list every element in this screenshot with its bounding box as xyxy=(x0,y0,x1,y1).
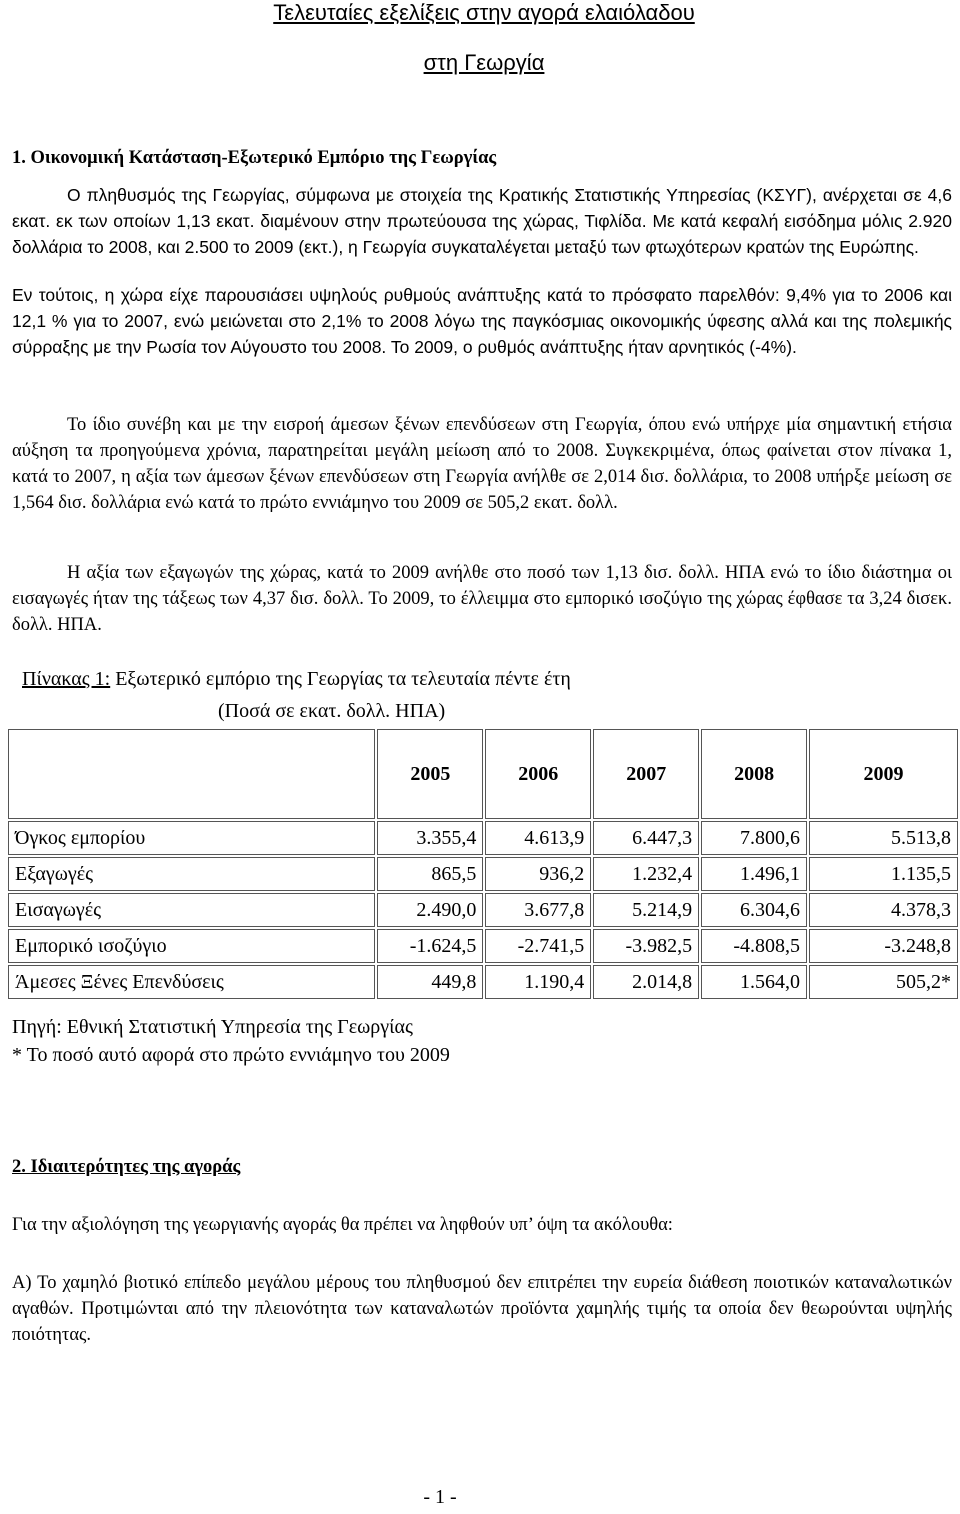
table-header-cell: 2009 xyxy=(809,729,958,819)
source-note: Πηγή: Εθνική Στατιστική Υπηρεσία της Γεωργίας xyxy=(12,1016,413,1038)
table-cell: 865,5 xyxy=(377,857,483,891)
table-row xyxy=(8,929,958,963)
section1-heading: 1. Οικονομική Κατάσταση-Εξωτερικό Εμπόριο της Γεωργίας xyxy=(12,148,497,168)
table-cell: 6.304,6 xyxy=(701,893,807,927)
table-row-label: Εμπορικό ισοζύγιο xyxy=(8,929,375,963)
table-cell: 6.447,3 xyxy=(593,821,699,855)
table-cell: -3.248,8 xyxy=(809,929,958,963)
table-cell: 2.490,0 xyxy=(377,893,483,927)
document-title-line2: στη Γεωργία xyxy=(423,50,545,75)
table-cell: 7.800,6 xyxy=(701,821,807,855)
table-row-label: Όγκος εμπορίου xyxy=(8,821,375,855)
table-cell: 936,2 xyxy=(485,857,591,891)
table-row-label: Εξαγωγές xyxy=(8,857,375,891)
table-cell: 4.613,9 xyxy=(485,821,591,855)
table-cell: 1.190,4 xyxy=(485,965,591,999)
table-header-cell xyxy=(8,729,375,819)
table-cell: 505,2* xyxy=(809,965,958,999)
table-header-cell: 2008 xyxy=(701,729,807,819)
document-title-line1: Τελευταίες εξελίξεις στην αγορά ελαιόλαδου xyxy=(273,0,695,25)
table-caption-label: Πίνακας 1: xyxy=(22,668,111,690)
table-header-cell: 2007 xyxy=(593,729,699,819)
page-number: - 1 - xyxy=(423,1486,457,1508)
table-row xyxy=(8,857,958,891)
table-caption-units: (Ποσά σε εκατ. δολλ. ΗΠΑ) xyxy=(218,700,446,722)
table-cell: 1.135,5 xyxy=(809,857,958,891)
table-row-label: Άμεσες Ξένες Επενδύσεις xyxy=(8,965,375,999)
table-cell: 3.677,8 xyxy=(485,893,591,927)
section2-heading: 2. Ιδιαιτερότητες της αγοράς xyxy=(12,1157,241,1177)
table-caption-text: Εξωτερικό εμπόριο της Γεωργίας τα τελευταία πέντε έτη xyxy=(110,668,571,690)
table-header-cell: 2006 xyxy=(485,729,591,819)
section2-item-a: Α) Το χαμηλό βιοτικό επίπεδο μεγάλου μέρους του πληθυσμού δεν επιτρέπει την ευρεία διάθεση ποιοτικών καταναλωτικών αγαθών. Προτιμώνται από την πλειονότητα των καταναλωτών προϊόντα χαμηλής τιμής τα οποία δεν θεωρούνται υψηλής ποιότητας. xyxy=(12,1273,952,1345)
table-cell: 1.496,1 xyxy=(701,857,807,891)
paragraph-4: Η αξία των εξαγωγών της χώρας, κατά το 2009 ανήλθε στο ποσό των 1,13 δισ. δολλ. ΗΠΑ ενώ το ίδιο διάστημα οι εισαγωγές ήταν της τάξεως των 4,37 δισ. δολλ. Το 2009, το έλλειμμα στο εμπορικό ισοζύγιο της χώρας έφθασε τα 3,24 δισεκ. δολλ. ΗΠΑ. xyxy=(12,563,952,635)
table-cell: -2.741,5 xyxy=(485,929,591,963)
paragraph-3: Το ίδιο συνέβη και με την εισροή άμεσων ξένων επενδύσεων στη Γεωργία, όπου ενώ υπήρχε μία σημαντική ετήσια αύξηση τα προηγούμενα χρόνια, παρατηρείται μεγάλη μείωση από το 2008. Συγκεκριμένα, όπως φαίνεται στον πίνακα 1, κατά το 2007, η αξία των άμεσων ξένων επενδύσεων στη Γεωργία ανήλθε σε 2,014 δισ. δολλάρια, το 2008 υπήρξε μείωση σε 1,564 δισ. δολλάρια ενώ κατά το πρώτο εννιάμηνο του 2009 σε 505,2 εκατ. δολλ. xyxy=(12,415,952,513)
paragraph-1: Ο πληθυσμός της Γεωργίας, σύμφωνα με στοιχεία της Κρατικής Στατιστικής Υπηρεσίας (ΚΣΥΓ), ανέρχεται σε 4,6 εκατ. εκ των οποίων 1,13 εκατ. διαμένουν στην πρωτεύουσα της χώρας, Τιφλίδα. Με κατά κεφαλή εισόδημα μόλις 2.920 δολλάρια το 2008, και 2.500 το 2009 (εκτ.), η Γεωργία συγκαταλέγεται μεταξύ των φτωχότερων κρατών της Ευρώπης. xyxy=(12,185,952,257)
table-cell: 3.355,4 xyxy=(377,821,483,855)
paragraph-2: Εν τούτοις, η χώρα είχε παρουσιάσει υψηλούς ρυθμούς ανάπτυξης κατά το πρόσφατο παρελθόν: 9,4% για το 2006 και 12,1 % για το 2007, ενώ μειώνεται στο 2,1% το 2008 λόγω της παγκόσμιας οικονομικής ύφεσης αλλά και της πολεμικής σύρραξης με την Ρωσία τον Αύγουστο του 2008. Το 2009, ο ρυθμός ανάπτυξης ήταν αρνητικός (-4%). xyxy=(12,285,952,357)
table-row xyxy=(8,965,958,999)
table-row xyxy=(8,893,958,927)
table-cell: 449,8 xyxy=(377,965,483,999)
table-cell: 4.378,3 xyxy=(809,893,958,927)
footnote: * Το ποσό αυτό αφορά στο πρώτο εννιάμηνο του 2009 xyxy=(12,1044,450,1066)
table-cell: 2.014,8 xyxy=(593,965,699,999)
table-cell: 5.513,8 xyxy=(809,821,958,855)
table-header-row xyxy=(8,729,958,819)
table-header-cell: 2005 xyxy=(377,729,483,819)
table-cell: -3.982,5 xyxy=(593,929,699,963)
table-row xyxy=(8,821,958,855)
table-caption xyxy=(22,668,571,691)
table-cell: -4.808,5 xyxy=(701,929,807,963)
section2-intro: Για την αξιολόγηση της γεωργιανής αγοράς θα πρέπει να ληφθούν υπ’ όψη τα ακόλουθα: xyxy=(12,1215,673,1235)
trade-table xyxy=(6,727,960,1001)
table-cell: 1.564,0 xyxy=(701,965,807,999)
table-cell: 5.214,9 xyxy=(593,893,699,927)
table-row-label: Εισαγωγές xyxy=(8,893,375,927)
table-cell: 1.232,4 xyxy=(593,857,699,891)
table-cell: -1.624,5 xyxy=(377,929,483,963)
